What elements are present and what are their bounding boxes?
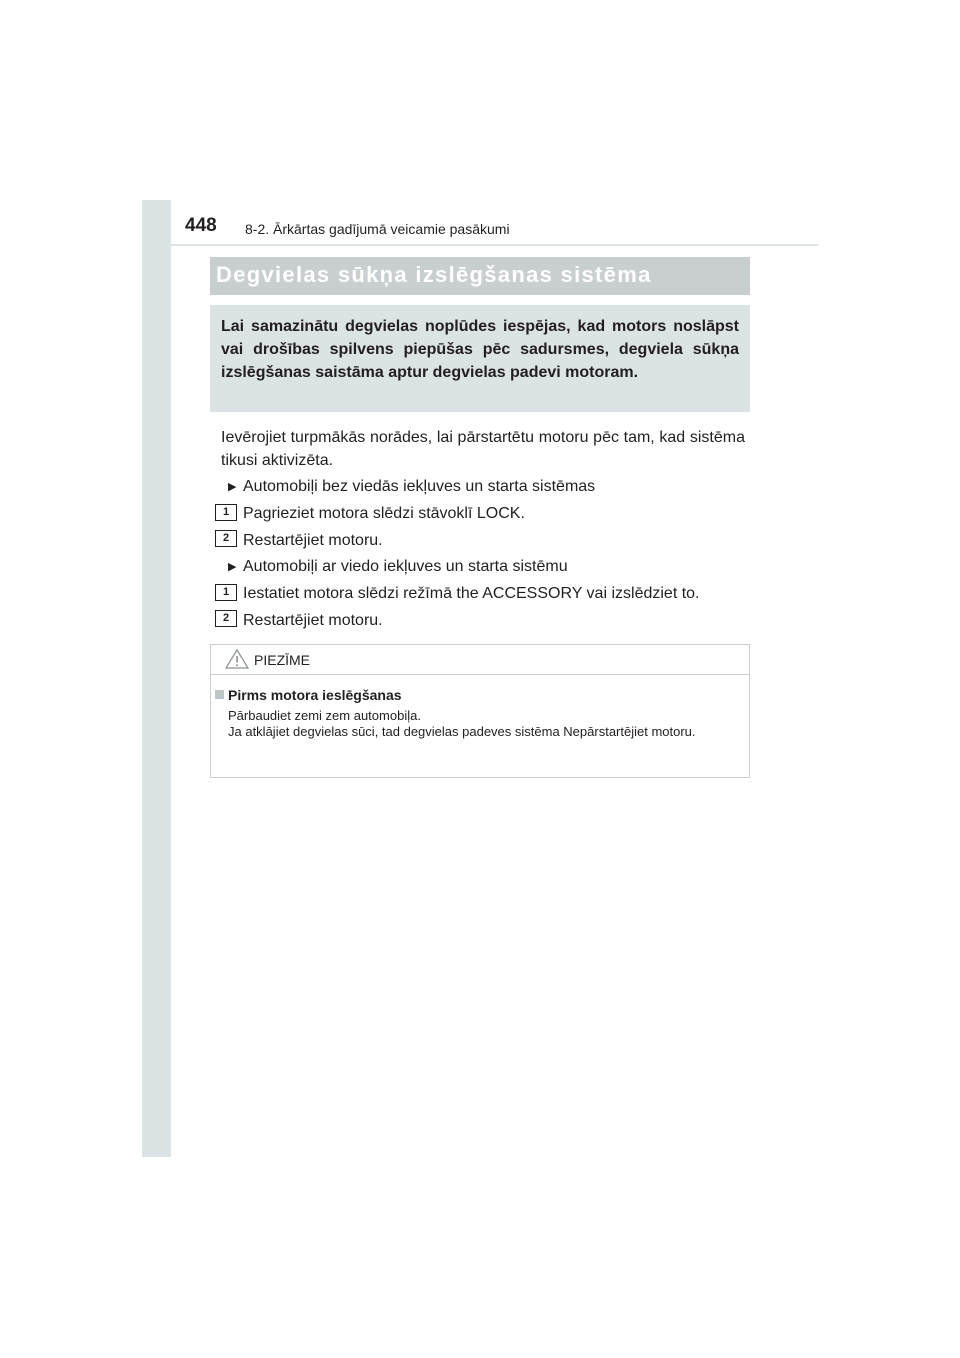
note-label: PIEZĪME (254, 652, 311, 668)
triangle-bullet-icon: ▶ (228, 561, 237, 573)
intro-text: Lai samazinātu degvielas noplūdes iespējas, kad motors noslāpst vai drošības spilvens piepūšas pēc sadursmes, degviela sūkņa izslēgšanas saistāma aptur degvielas padevi motoram. (221, 318, 739, 381)
warning-triangle-icon (225, 649, 249, 669)
step-number-icon: 1 (215, 584, 237, 601)
note-line: Pārbaudiet zemi zem automobiļa. (228, 708, 421, 723)
side-band (142, 200, 171, 1157)
note-body (228, 708, 740, 740)
header-rule (142, 244, 818, 246)
note-heading: Pirms motora ieslēgšanas (228, 687, 402, 703)
group-heading: Automobiļi bez viedās iekļuves un starta sistēmas (243, 478, 596, 495)
step-number-icon: 1 (215, 504, 237, 521)
group-heading: Automobiļi ar viedo iekļuves un starta sistēmu (243, 558, 568, 575)
step-text: Iestatiet motora slēdzi režīmā the ACCESSORY vai izslēdziet to. (243, 585, 700, 602)
page-title: Degvielas sūkņa izslēgšanas sistēma (216, 262, 652, 287)
step-number-icon: 2 (215, 530, 237, 547)
step-text: Restartējiet motoru. (243, 532, 383, 549)
step-text: Pagrieziet motora slēdzi stāvoklī LOCK. (243, 505, 525, 522)
step-text: Restartējiet motoru. (243, 612, 383, 629)
note-divider (211, 674, 749, 675)
page-number: 448 (185, 215, 217, 236)
step-number-icon: 2 (215, 610, 237, 627)
triangle-bullet-icon: ▶ (228, 481, 237, 493)
note-box (210, 644, 750, 778)
square-bullet-icon (215, 690, 224, 699)
section-label: 8-2. Ārkārtas gadījumā veicamie pasākumi (245, 221, 510, 237)
body-paragraph: Ievērojiet turpmākās norādes, lai pārstartētu motoru pēc tam, kad sistēma tikusi aktivizēta. (221, 429, 745, 469)
note-line: Ja atklājiet degvielas sūci, tad degvielas padeves sistēma Nepārstartējiet motoru. (228, 724, 696, 739)
